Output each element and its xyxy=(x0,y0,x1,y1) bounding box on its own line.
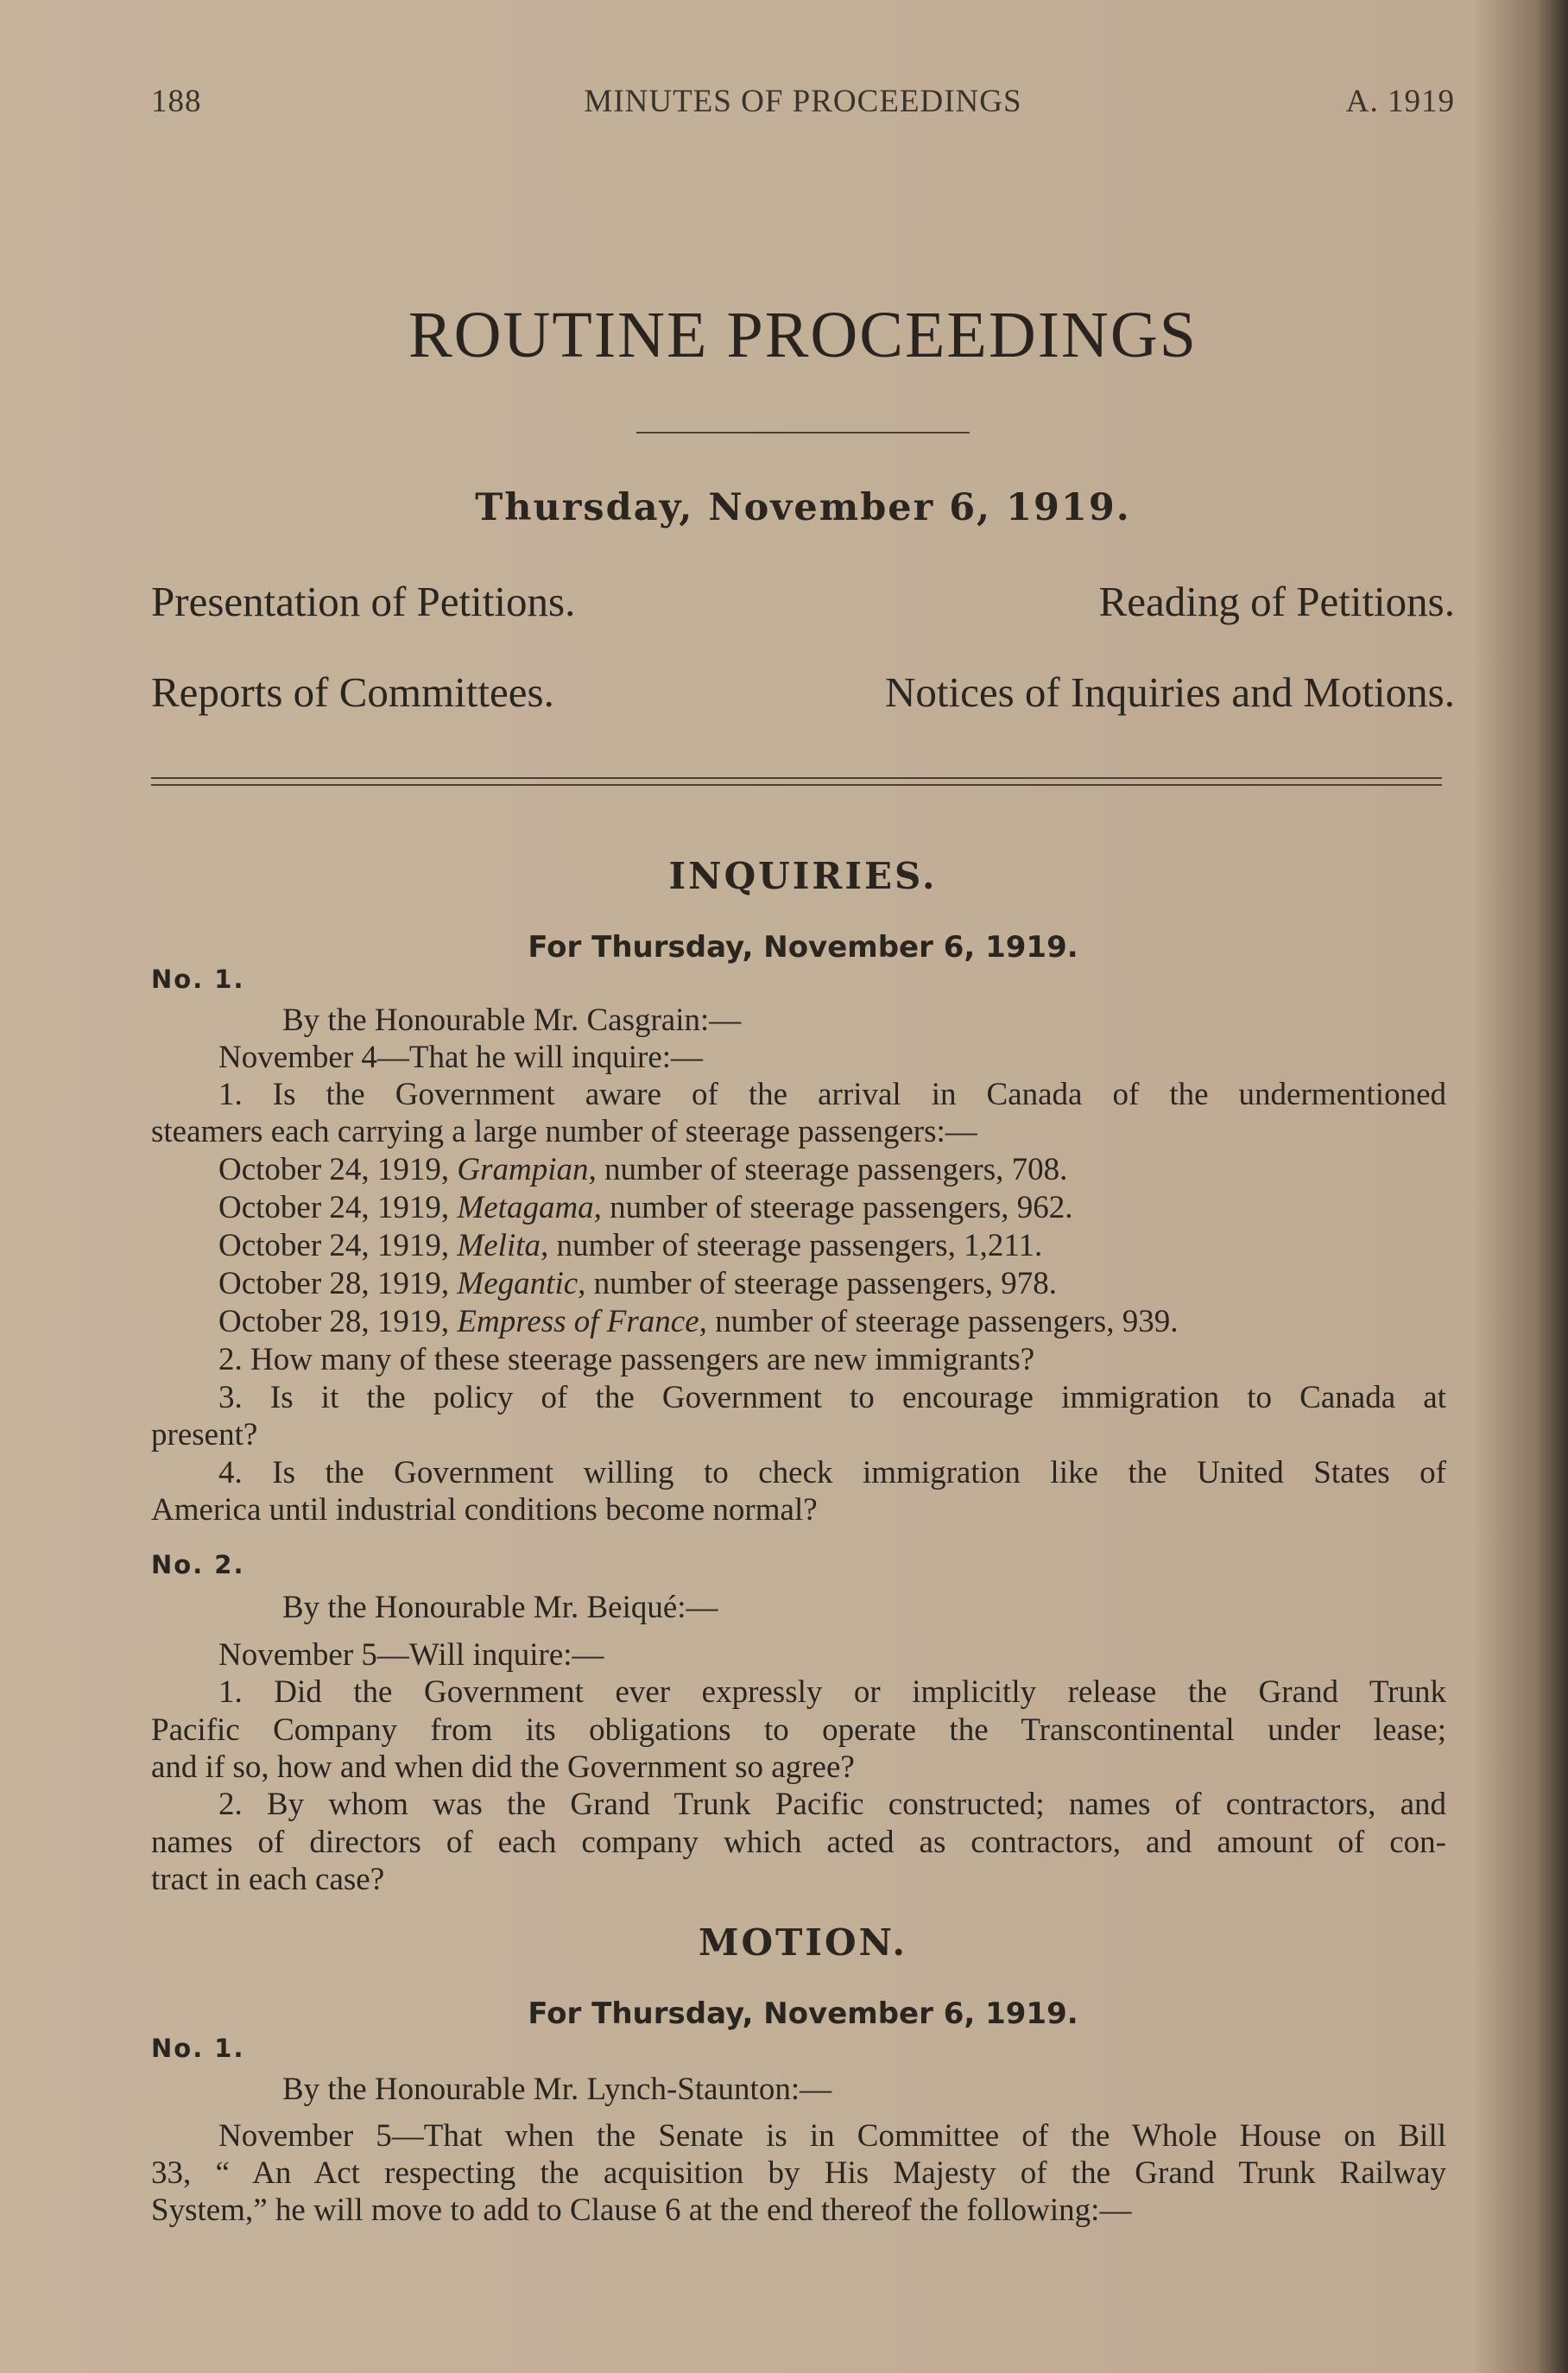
ship-date: October 28, 1919, xyxy=(218,1266,458,1301)
inquiry-1-q3-text: 3. Is it the policy of the Government to encourage immigration to Canada at xyxy=(218,1380,1446,1415)
motion-1-line1 xyxy=(151,2117,1446,2155)
inquiry-1-label: No. 1. xyxy=(151,965,245,994)
ship-date: October 24, 1919, xyxy=(218,1228,458,1263)
inquiry-2-q1-line2: Pacific Company from its obligations to operate the Transcontinental under lease; xyxy=(151,1712,1446,1748)
motion-heading: MOTION. xyxy=(699,1921,907,1964)
inquiry-2-q2-line3: tract in each case? xyxy=(151,1862,385,1897)
inquiry-2-q2-line2: names of directors of each company which acted as contractors, and amount of con- xyxy=(151,1825,1446,1860)
ship-date: October 28, 1919, xyxy=(218,1304,458,1339)
motion-1-text: November 5—That when the Senate is in Committee of the Whole House on Bill xyxy=(218,2118,1446,2154)
routine-reports: Reports of Committees. xyxy=(151,668,554,716)
session-date: Thursday, November 6, 1919. xyxy=(475,486,1131,529)
motion-date: For Thursday, November 6, 1919. xyxy=(528,1996,1078,2031)
running-title: MINUTES OF PROCEEDINGS xyxy=(584,84,1022,119)
ship-row xyxy=(218,1151,1067,1188)
inquiries-date: For Thursday, November 6, 1919. xyxy=(528,930,1078,965)
ship-name: Metagama, xyxy=(457,1190,602,1225)
inquiry-1-q4-line2: America until industrial conditions become normal? xyxy=(151,1492,818,1528)
ship-row xyxy=(218,1189,1073,1226)
section-divider xyxy=(151,777,1442,786)
inquiries-heading: INQUIRIES. xyxy=(668,855,938,897)
inquiry-2-q2-text: 2. By whom was the Grand Trunk Pacific constructed; names of contractors, and xyxy=(218,1787,1446,1822)
ship-name: Melita, xyxy=(457,1228,549,1263)
inquiry-1-by: By the Honourable Mr. Casgrain:— xyxy=(282,1003,742,1038)
inquiry-1-q4-text: 4. Is the Government willing to check immigration like the United States of xyxy=(218,1455,1446,1490)
motion-1-line3: System,” he will move to add to Clause 6 at the end thereof the following:— xyxy=(151,2193,1132,2228)
inquiry-2-q1-text: 1. Did the Government ever expressly or implicitly release the Grand Trunk xyxy=(218,1674,1446,1710)
inquiry-2-intro: November 5—Will inquire:— xyxy=(218,1637,604,1673)
ship-passengers: number of steerage passengers, 708. xyxy=(596,1152,1068,1187)
inquiry-1-q4-line1 xyxy=(151,1454,1446,1491)
motion-1-label: No. 1. xyxy=(151,2034,245,2063)
ship-name: Megantic, xyxy=(457,1266,586,1301)
inquiry-2-q1-line3: and if so, how and when did the Government so agree? xyxy=(151,1750,855,1785)
inquiry-2-by: By the Honourable Mr. Beiqué:— xyxy=(282,1590,718,1625)
ship-date: October 24, 1919, xyxy=(218,1152,458,1187)
inquiry-1-q3-line2: present? xyxy=(151,1417,258,1452)
motion-1-line2: 33, “ An Act respecting the acquisition by His Majesty of the Grand Trunk Railway xyxy=(151,2155,1446,2191)
routine-presentation: Presentation of Petitions. xyxy=(151,578,576,625)
page-title: ROUTINE PROCEEDINGS xyxy=(408,299,1198,371)
inquiry-1-q3-line1 xyxy=(151,1379,1446,1416)
ship-row xyxy=(218,1303,1178,1340)
inquiry-1-q2: 2. How many of these steerage passengers are new immigrants? xyxy=(218,1342,1035,1377)
routine-notices: Notices of Inquiries and Motions. xyxy=(884,668,1455,716)
ship-name: Empress of France, xyxy=(457,1304,707,1339)
routine-reading: Reading of Petitions. xyxy=(1098,578,1455,625)
inquiry-1-q1-line1 xyxy=(151,1076,1446,1113)
inquiry-1-q1-text: 1. Is the Government aware of the arrival in Canada of the undermentioned xyxy=(218,1077,1446,1112)
inquiry-1-q1-line2: steamers each carrying a large number of steerage passengers:— xyxy=(151,1114,977,1149)
page-number: 188 xyxy=(151,84,202,119)
ship-passengers: number of steerage passengers, 1,211. xyxy=(548,1228,1043,1263)
header-year: A. 1919 xyxy=(1345,84,1455,119)
motion-1-by: By the Honourable Mr. Lynch-Staunton:— xyxy=(282,2072,832,2107)
inquiry-2-label: No. 2. xyxy=(151,1550,245,1579)
ship-row xyxy=(218,1265,1057,1302)
inquiry-1-intro: November 4—That he will inquire:— xyxy=(218,1040,704,1075)
ship-date: October 24, 1919, xyxy=(218,1190,458,1225)
ship-name: Grampian, xyxy=(457,1152,597,1187)
ship-passengers: number of steerage passengers, 962. xyxy=(601,1190,1073,1225)
inquiry-2-q1-line1 xyxy=(151,1674,1446,1711)
ship-passengers: number of steerage passengers, 939. xyxy=(706,1304,1179,1339)
inquiry-2-q2-line1 xyxy=(151,1786,1446,1823)
ship-row xyxy=(218,1227,1042,1264)
ship-passengers: number of steerage passengers, 978. xyxy=(585,1266,1057,1301)
title-rule xyxy=(636,432,970,433)
